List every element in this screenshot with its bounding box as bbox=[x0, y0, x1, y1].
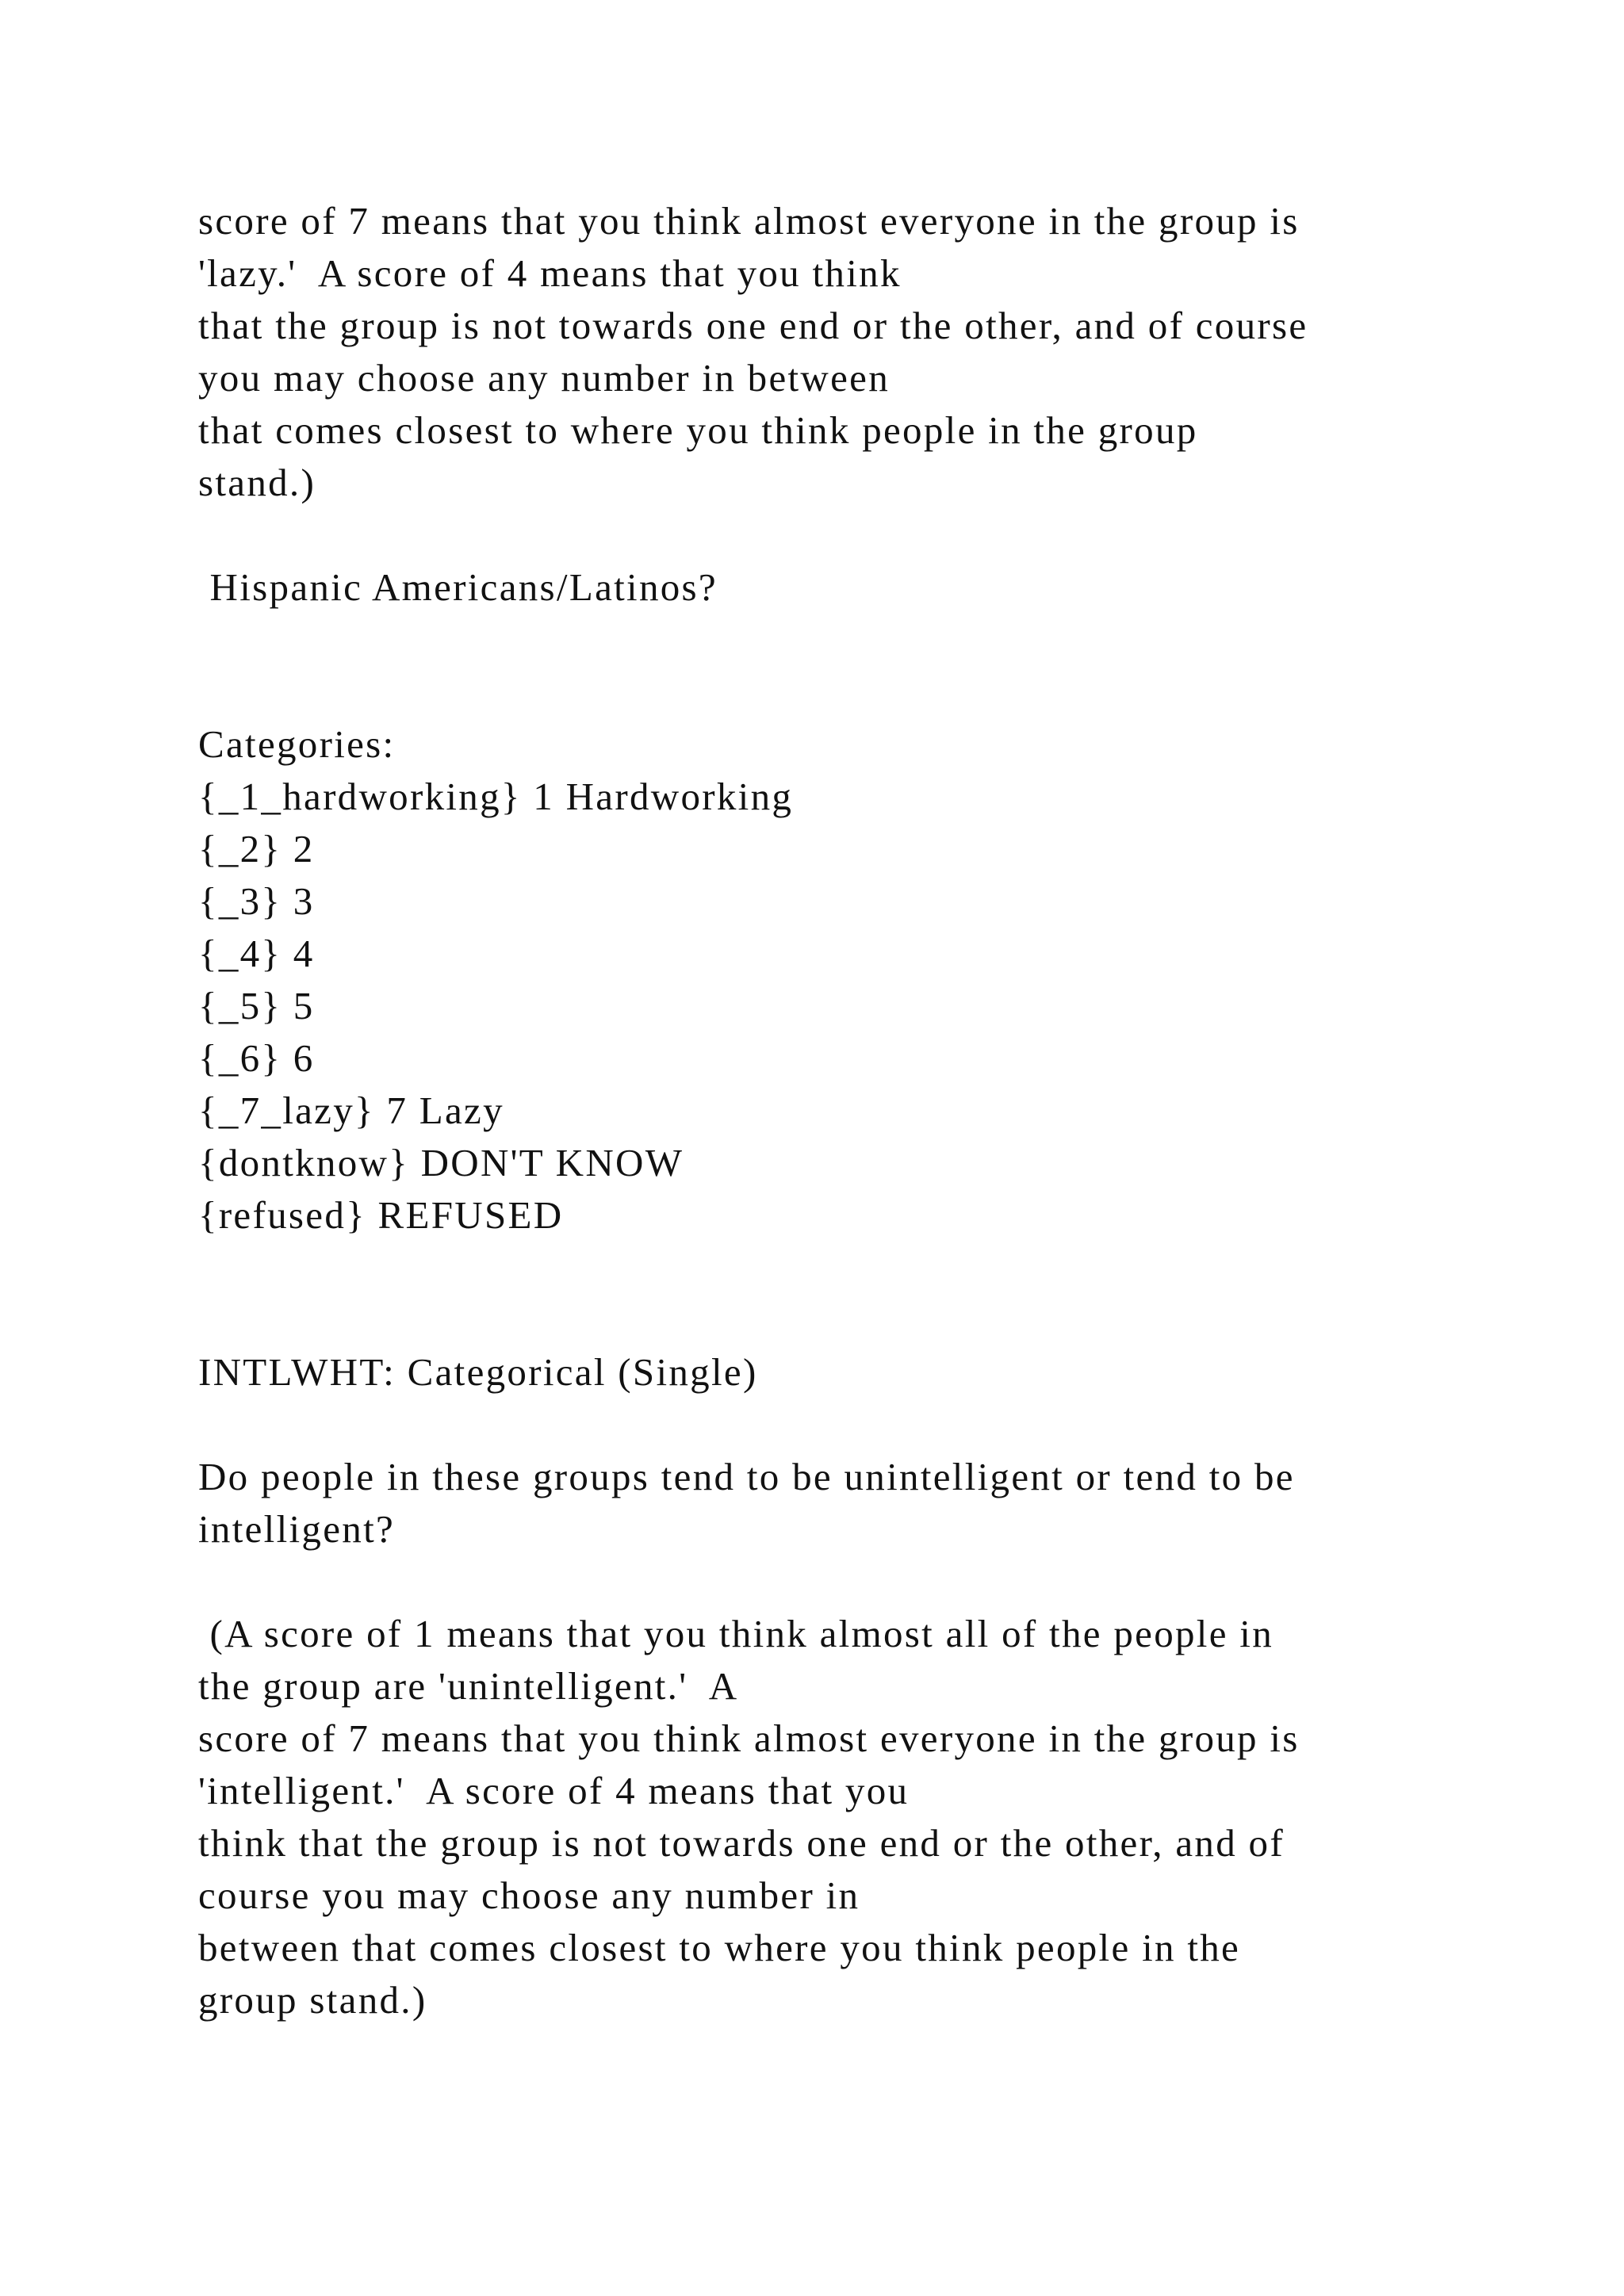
category-item: {refused} REFUSED bbox=[198, 1193, 564, 1237]
variable-header: INTLWHT: Categorical (Single) bbox=[198, 1350, 758, 1394]
instruction-line: (A score of 1 means that you think almost all of the people in bbox=[198, 1612, 1274, 1655]
instruction-line: the group are 'unintelligent.' A bbox=[198, 1664, 739, 1708]
instruction-line: score of 7 means that you think almost everyone in the group is bbox=[198, 1716, 1300, 1760]
blank-line bbox=[198, 509, 1499, 561]
blank-line bbox=[198, 1242, 1499, 1294]
instruction-line: between that comes closest to where you think people in the bbox=[198, 1926, 1241, 1969]
question-line: intelligent? bbox=[198, 1507, 396, 1551]
blank-line bbox=[198, 1556, 1499, 1608]
instruction-line: group stand.) bbox=[198, 1978, 427, 2022]
text-line: you may choose any number in between bbox=[198, 356, 891, 400]
category-item: {_3} 3 bbox=[198, 879, 315, 923]
text-line: score of 7 means that you think almost everyone in the group is bbox=[198, 199, 1300, 243]
category-item: {_5} 5 bbox=[198, 984, 315, 1027]
category-item: {_6} 6 bbox=[198, 1036, 315, 1080]
category-item: {_2} 2 bbox=[198, 827, 315, 871]
document-text bbox=[198, 195, 1499, 2026]
blank-line bbox=[198, 666, 1499, 718]
category-item: {_1_hardworking} 1 Hardworking bbox=[198, 775, 794, 818]
blank-line bbox=[198, 1399, 1499, 1451]
instruction-line: think that the group is not towards one end or the other, and of bbox=[198, 1821, 1285, 1865]
blank-line bbox=[198, 614, 1499, 666]
text-line: that comes closest to where you think people in the group bbox=[198, 408, 1198, 452]
category-item: {_4} 4 bbox=[198, 932, 315, 975]
text-line: that the group is not towards one end or the other, and of course bbox=[198, 304, 1308, 347]
blank-line bbox=[198, 1294, 1499, 1346]
question-line: Do people in these groups tend to be unintelligent or tend to be bbox=[198, 1455, 1295, 1498]
category-item: {dontknow} DON'T KNOW bbox=[198, 1141, 684, 1184]
instruction-line: course you may choose any number in bbox=[198, 1873, 860, 1917]
instruction-line: 'intelligent.' A score of 4 means that you bbox=[198, 1769, 910, 1812]
category-item: {_7_lazy} 7 Lazy bbox=[198, 1089, 504, 1132]
categories-heading: Categories: bbox=[198, 722, 396, 766]
group-question: Hispanic Americans/Latinos? bbox=[198, 565, 718, 609]
text-line: stand.) bbox=[198, 461, 316, 504]
text-line: 'lazy.' A score of 4 means that you think bbox=[198, 251, 902, 295]
